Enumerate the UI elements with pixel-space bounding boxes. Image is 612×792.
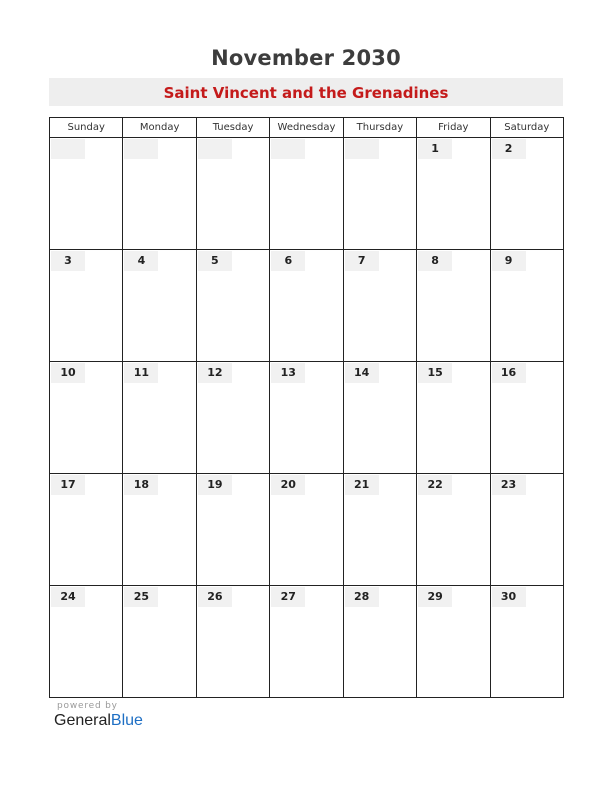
day-cell bbox=[343, 586, 416, 698]
day-number bbox=[198, 139, 232, 159]
day-number: 2 bbox=[492, 139, 526, 159]
weekday-saturday: Saturday bbox=[490, 118, 563, 138]
day-number: 6 bbox=[271, 251, 305, 271]
day-number: 12 bbox=[198, 363, 232, 383]
day-cell bbox=[270, 362, 343, 474]
calendar-grid bbox=[49, 117, 564, 698]
day-number bbox=[345, 139, 379, 159]
day-number: 8 bbox=[418, 251, 452, 271]
day-number: 4 bbox=[124, 251, 158, 271]
day-number: 9 bbox=[492, 251, 526, 271]
day-cell bbox=[123, 474, 196, 586]
day-cell bbox=[50, 586, 123, 698]
day-number: 17 bbox=[51, 475, 85, 495]
day-cell bbox=[417, 138, 490, 250]
day-number: 30 bbox=[492, 587, 526, 607]
day-number: 23 bbox=[492, 475, 526, 495]
day-cell bbox=[417, 586, 490, 698]
day-number: 3 bbox=[51, 251, 85, 271]
day-cell bbox=[196, 138, 269, 250]
day-number: 16 bbox=[492, 363, 526, 383]
weekday-wednesday: Wednesday bbox=[270, 118, 343, 138]
day-number: 7 bbox=[345, 251, 379, 271]
day-number: 13 bbox=[271, 363, 305, 383]
day-cell bbox=[123, 138, 196, 250]
day-number: 19 bbox=[198, 475, 232, 495]
day-number: 11 bbox=[124, 363, 158, 383]
day-number: 25 bbox=[124, 587, 158, 607]
day-number: 29 bbox=[418, 587, 452, 607]
weekday-tuesday: Tuesday bbox=[196, 118, 269, 138]
weekday-monday: Monday bbox=[123, 118, 196, 138]
day-cell bbox=[490, 586, 563, 698]
weekday-sunday: Sunday bbox=[50, 118, 123, 138]
day-number bbox=[51, 139, 85, 159]
day-cell bbox=[50, 474, 123, 586]
day-cell bbox=[123, 586, 196, 698]
week-row bbox=[50, 362, 564, 474]
day-cell bbox=[123, 362, 196, 474]
day-cell bbox=[196, 362, 269, 474]
powered-by-label: powered by bbox=[57, 701, 118, 711]
day-cell bbox=[490, 250, 563, 362]
day-cell bbox=[417, 362, 490, 474]
day-cell bbox=[490, 362, 563, 474]
day-cell bbox=[270, 250, 343, 362]
country-name: Saint Vincent and the Grenadines bbox=[163, 84, 449, 102]
day-cell bbox=[270, 586, 343, 698]
day-number: 1 bbox=[418, 139, 452, 159]
day-number: 18 bbox=[124, 475, 158, 495]
day-number: 24 bbox=[51, 587, 85, 607]
day-cell bbox=[123, 250, 196, 362]
brand-general: General bbox=[54, 712, 111, 729]
day-cell bbox=[270, 138, 343, 250]
day-cell bbox=[417, 474, 490, 586]
day-number: 20 bbox=[271, 475, 305, 495]
day-number: 21 bbox=[345, 475, 379, 495]
day-cell bbox=[490, 138, 563, 250]
day-number: 15 bbox=[418, 363, 452, 383]
day-number: 10 bbox=[51, 363, 85, 383]
day-number bbox=[124, 139, 158, 159]
day-number: 14 bbox=[345, 363, 379, 383]
week-row bbox=[50, 586, 564, 698]
day-number: 26 bbox=[198, 587, 232, 607]
day-cell bbox=[343, 474, 416, 586]
day-cell bbox=[343, 362, 416, 474]
day-cell bbox=[196, 586, 269, 698]
page-title: November 2030 bbox=[211, 46, 401, 70]
day-number: 5 bbox=[198, 251, 232, 271]
day-cell bbox=[50, 362, 123, 474]
day-number: 22 bbox=[418, 475, 452, 495]
day-number bbox=[271, 139, 305, 159]
day-cell bbox=[50, 250, 123, 362]
day-cell bbox=[270, 474, 343, 586]
day-cell bbox=[417, 250, 490, 362]
day-cell bbox=[490, 474, 563, 586]
day-number: 27 bbox=[271, 587, 305, 607]
day-cell bbox=[343, 138, 416, 250]
brand-blue: Blue bbox=[110, 712, 143, 729]
weekday-header-row bbox=[50, 118, 564, 138]
weekday-friday: Friday bbox=[417, 118, 490, 138]
weekday-thursday: Thursday bbox=[343, 118, 416, 138]
day-cell bbox=[196, 474, 269, 586]
day-number: 28 bbox=[345, 587, 379, 607]
week-row bbox=[50, 474, 564, 586]
day-cell bbox=[343, 250, 416, 362]
day-cell bbox=[196, 250, 269, 362]
day-cell bbox=[50, 138, 123, 250]
week-row bbox=[50, 138, 564, 250]
generalblue-logo bbox=[54, 712, 143, 730]
week-row bbox=[50, 250, 564, 362]
